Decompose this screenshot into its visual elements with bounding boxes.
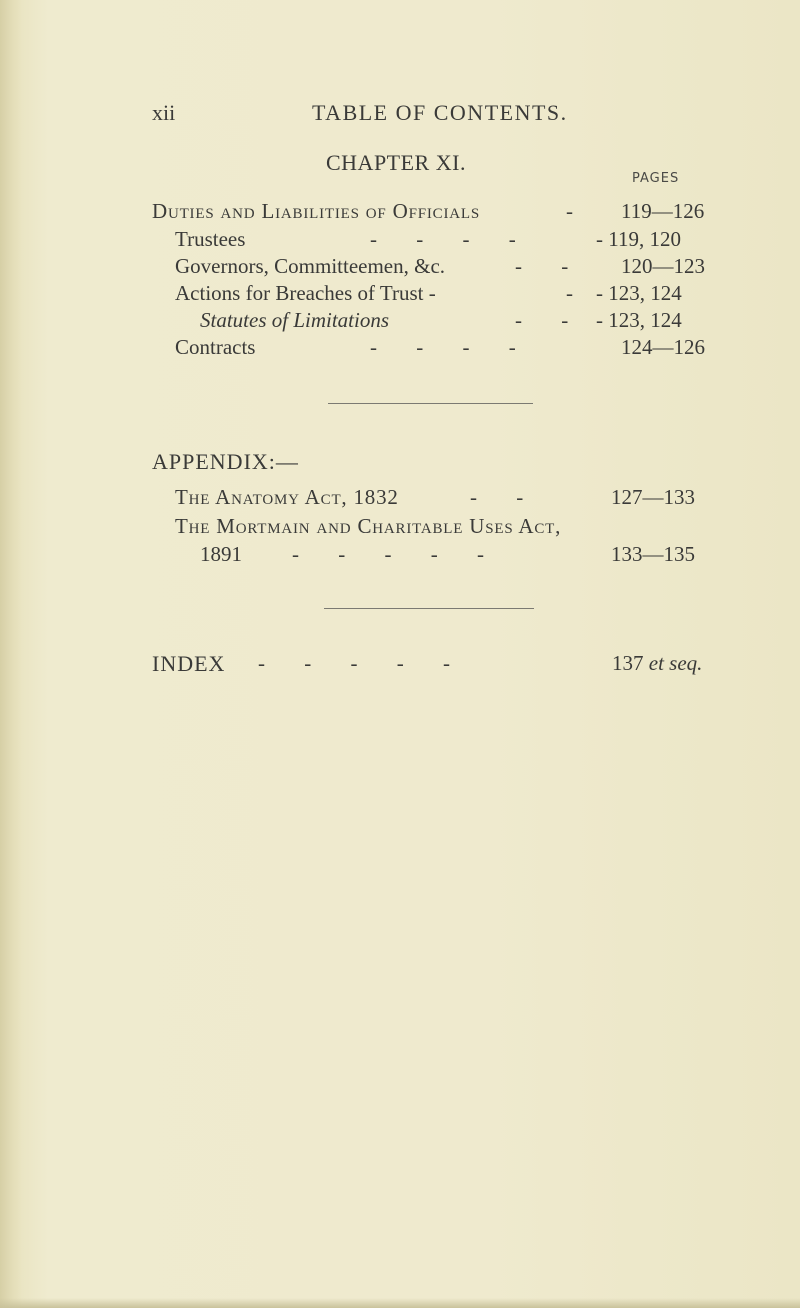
toc-entry-leader: - - - - - — [292, 542, 484, 566]
toc-entry-label: Actions for Breaches of Trust - — [175, 281, 436, 305]
toc-entry-label: Governors, Committeemen, &c. — [175, 254, 446, 278]
toc-entry-leader: - - - - — [370, 227, 516, 251]
index-heading: INDEX — [152, 651, 226, 676]
toc-entry-leader: - - — [515, 254, 569, 278]
toc-entry-leader: - — [566, 199, 573, 223]
toc-entry-label: Statutes of Limitations — [200, 308, 390, 332]
pages-column-label: PAGES — [632, 171, 680, 186]
appendix-heading: APPENDIX:— — [152, 449, 299, 474]
running-head-title: TABLE OF CONTENTS. — [312, 100, 568, 125]
toc-entry-label: Trustees — [175, 227, 246, 251]
toc-entry-pages — [612, 651, 702, 676]
toc-entry-leader: - - - - - — [258, 651, 450, 675]
toc-entry-label: Contracts — [175, 335, 256, 359]
toc-entry-pages: 133—135 — [611, 542, 695, 566]
page-spine-shadow — [0, 0, 22, 1308]
toc-entry-pages: - 123, 124 — [596, 281, 682, 305]
toc-entry-label: The Anatomy Act, 1832 — [175, 485, 399, 509]
toc-entry-pages: 127—133 — [611, 485, 695, 509]
toc-entry-leader: - — [566, 281, 573, 305]
toc-entry-label: Duties and Liabilities of Officials — [152, 199, 480, 223]
toc-entry-pages: 119—126 — [621, 199, 705, 223]
index-pages-suffix: et seq. — [648, 651, 703, 675]
toc-entry-leader: - - - - — [370, 335, 516, 359]
page-folio: xii — [152, 100, 176, 125]
toc-entry-pages: 124—126 — [621, 335, 705, 359]
index-pages-number: 137 — [612, 651, 644, 675]
toc-entry-pages: 120—123 — [621, 254, 705, 278]
toc-entry-leader: - - — [470, 485, 524, 509]
toc-entry-label: The Mortmain and Charitable Uses Act, — [175, 514, 562, 538]
section-divider — [328, 403, 533, 404]
chapter-heading: CHAPTER XI. — [326, 150, 466, 175]
toc-entry-leader: - - — [515, 308, 569, 332]
toc-entry-label-continued: 1891 — [200, 542, 242, 566]
page-bottom-edge — [0, 1298, 800, 1308]
toc-entry-pages: - 119, 120 — [596, 227, 681, 251]
toc-entry-pages: - 123, 124 — [596, 308, 682, 332]
section-divider — [324, 608, 534, 609]
